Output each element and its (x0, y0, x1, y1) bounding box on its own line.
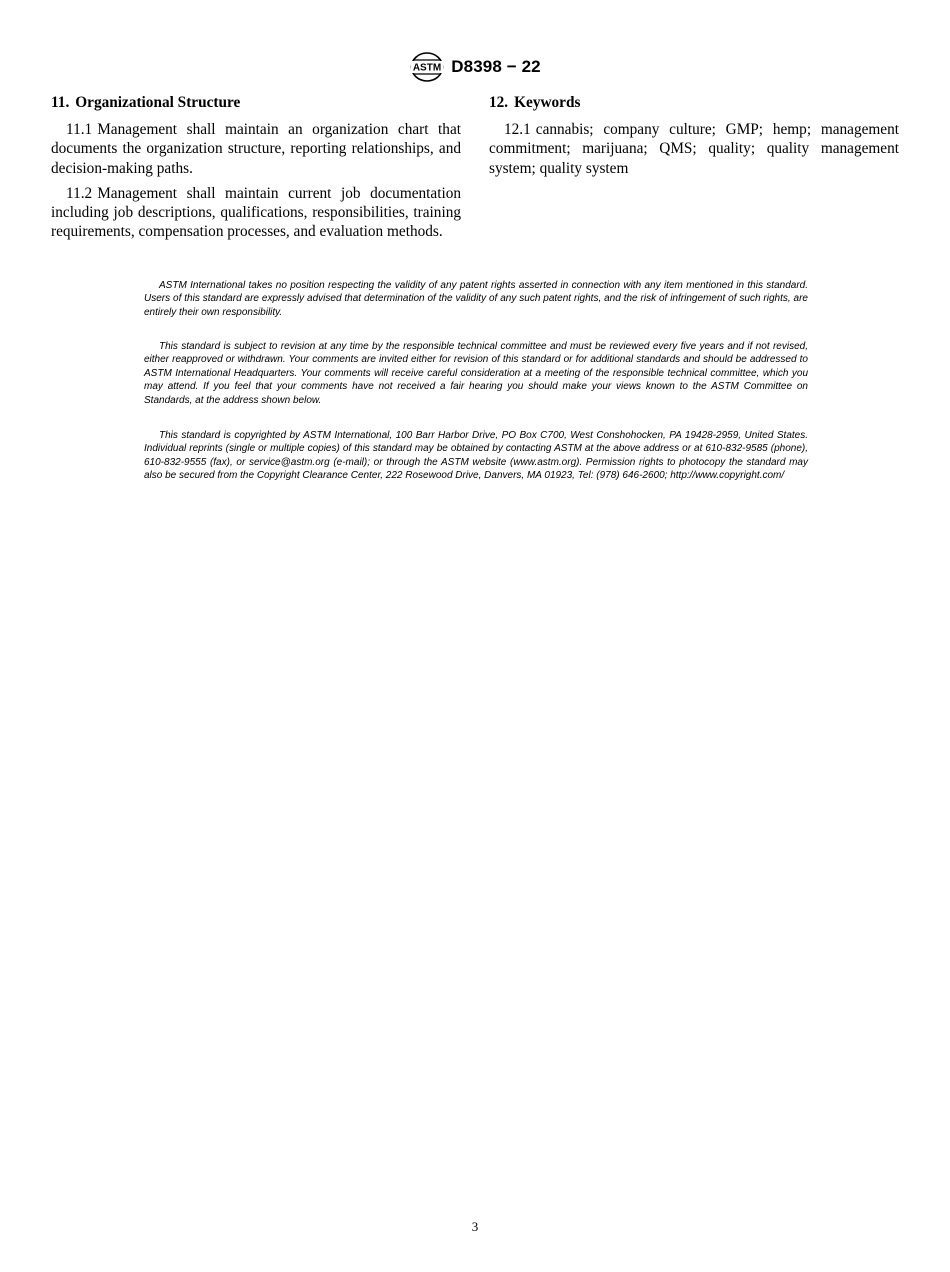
paragraph-number: 11.1 (66, 121, 93, 138)
header-inner (409, 51, 540, 83)
paragraph-text: cannabis; company culture; GMP; hemp; management commitment; marijuana; QMS; quality; quality management system; quality system (489, 121, 899, 177)
section-title: Organizational Structure (75, 94, 241, 111)
paragraph-text: Management shall maintain an organization chart that documents the organization structure, reporting relationships, and decision-making paths. (51, 121, 461, 177)
paragraph-12-1 (489, 120, 899, 178)
revision-notice-text: This standard is subject to revision at any time by the responsible technical committee and must be reviewed every five years and if not revised, either reapproved or withdrawn. Your comments are invited either for revision of this standard or for additional standards and should be addressed to ASTM International Headquarters. Your comments will receive careful consideration at a meeting of the responsible technical committee, which you may attend. If you feel that your comments have not received a fair hearing you should make your views known to the ASTM Committee on Standards, at the address shown below. (144, 341, 808, 406)
paragraph-11-2 (51, 184, 461, 242)
page-number: 3 (471, 1219, 479, 1234)
revision-notice (144, 340, 808, 407)
section-heading-12 (489, 93, 899, 113)
standard-designation: D8398 − 22 (451, 57, 541, 76)
page-header (0, 50, 950, 84)
astm-logo-icon (409, 51, 445, 83)
right-column (489, 93, 899, 184)
paragraph-number: 11.2 (66, 184, 93, 202)
patent-notice (144, 279, 808, 319)
copyright-notice-text: This standard is copyrighted by ASTM International, 100 Barr Harbor Drive, PO Box C700, West Conshohocken, PA 19428-2959, United States. Individual reprints (single or multiple copies) of this standard may be obtained by contacting ASTM at the above address or at 610-832-9585 (phone), 610-832-9555 (fax), or service@astm.org (e-mail); or through the ASTM website (www.astm.org). Permission rights to photocopy the standard may also be secured from the Copyright Clearance Center, 222 Rosewood Drive, Danvers, MA 01923, Tel: (978) 646-2600; http://www.copyright.com/ (144, 430, 808, 482)
logo-lettering: ASTM (413, 62, 442, 74)
section-heading-11 (51, 93, 461, 113)
patent-notice-text: ASTM International takes no position respecting the validity of any patent rights asserted in connection with any item mentioned in this standard. Users of this standard are expressly advised that determination of the validity of any such patent rights, and the risk of infringement of such rights, are entirely their own responsibility. (144, 280, 808, 318)
left-column (51, 93, 461, 248)
section-number: 12. (489, 94, 509, 111)
section-title: Keywords (514, 94, 581, 111)
copyright-notice (144, 429, 808, 483)
paragraph-number: 12.1 (504, 121, 531, 138)
paragraph-text: Management shall maintain current job documentation including job descriptions, qualifications, responsibilities, training requirements, compensation processes, and evaluation methods. (51, 184, 461, 241)
paragraph-11-1 (51, 120, 461, 178)
section-number: 11. (51, 94, 70, 111)
